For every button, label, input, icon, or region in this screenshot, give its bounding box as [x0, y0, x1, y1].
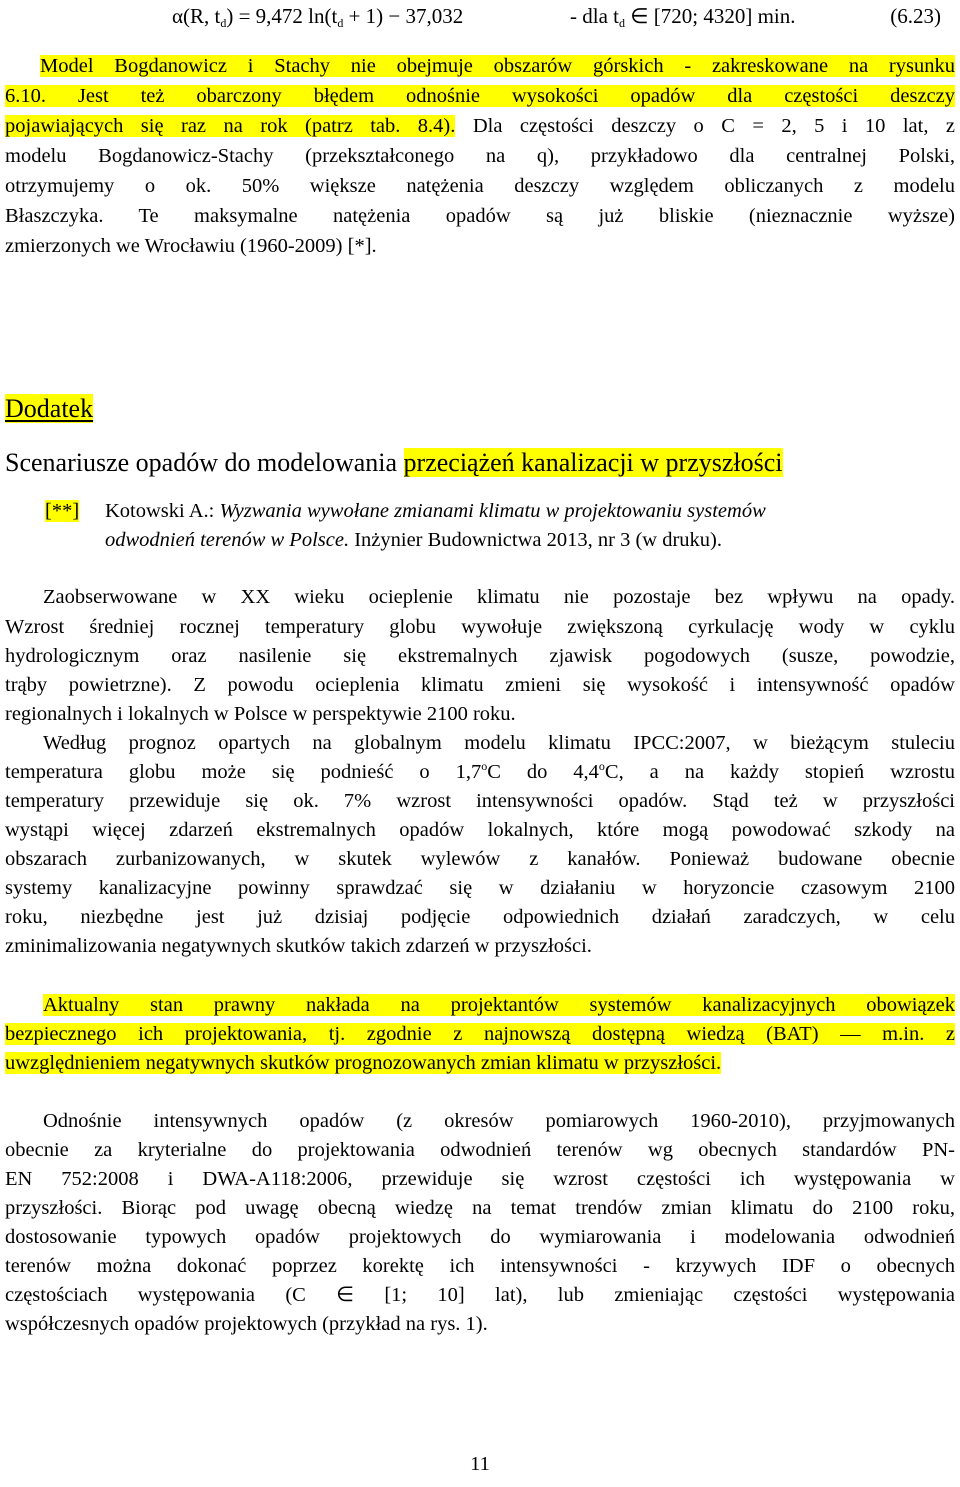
- para4-line-3: uwzględnieniem negatywnych skutków prognozowanych zmian klimatu w przyszłości.: [5, 1052, 722, 1074]
- para5-line-3: EN 752:2008 i DWA-A118:2006, przewiduje się wzrost częstości ich występowania w: [5, 1168, 955, 1190]
- page-number: 11: [470, 1453, 490, 1475]
- para3-line-3: temperatury przewiduje się ok. 7% wzrost intensywności opadów. Stąd też w przyszłości: [5, 790, 955, 812]
- reference-line-1: Kotowski A.: Wyzwania wywołane zmianami klimatu w projektowaniu systemów: [105, 500, 766, 522]
- para1-line-1: Model Bogdanowicz i Stachy nie obejmuje obszarów górskich - zakreskowane na rysunku: [40, 55, 955, 77]
- para2-line-4: trąby powietrzne). Z powodu ocieplenia klimatu zmieni się wysokość i intensywność opadów: [5, 674, 955, 696]
- para1-line-4: modelu Bogdanowicz-Stachy (przekształconego na q), przykładowo dla centralnej Polski,: [5, 145, 955, 167]
- para2-line-2: Wzrost średniej rocznej temperatury globu wywołuje zwiększoną cyrkulację wody w cyklu: [5, 616, 955, 638]
- para5-line-8: współczesnych opadów projektowych (przykład na rys. 1).: [5, 1313, 488, 1335]
- para5-line-6: terenów można dokonać poprzez korektę ich intensywności - krzywych IDF o obecnych: [5, 1255, 955, 1277]
- para2-line-3: hydrologicznym oraz nasilenie się ekstremalnych zjawisk pogodowych (susze, powodzie,: [5, 645, 955, 667]
- reference-tag: [**]: [45, 500, 80, 522]
- para3-line-2: temperatura globu może się podnieść o 1,7$^o$C do 4,4$^o$C, a na każdy stopień wzrostu: [5, 759, 955, 783]
- para3-line-6: systemy kanalizacyjne powinny sprawdzać się w działaniu w horyzoncie czasowym 2100: [5, 877, 955, 899]
- para4-line-2: bezpiecznego ich projektowania, tj. zgodnie z najnowszą dostępną wiedzą (BAT) — m.in. z: [5, 1023, 955, 1045]
- para5-line-4: przyszłości. Biorąc pod uwagę obecną wiedzę na temat trendów zmian klimatu do 2100 roku,: [5, 1197, 955, 1219]
- reference-line-2: odwodnień terenów w Polsce. Inżynier Budownictwa 2013, nr 3 (w druku).: [105, 529, 722, 551]
- para5-line-5: dostosowanie typowych opadów projektowych do wymiarowania i modelowania odwodnień: [5, 1226, 955, 1248]
- para5-line-7: częstościach występowania (C ∈ [1; 10] lat), lub zmieniając częstości występowania: [5, 1284, 955, 1306]
- formula-expression: α(R, $t_d) = 9,472$ $\ln(t_d + 1) - 37,032$: [172, 4, 464, 30]
- formula-range: - dla $t_d$ ∈ [720; 4320] min.: [570, 4, 796, 30]
- para3-line-4: wystąpi więcej zdarzeń ekstremalnych opadów lokalnych, które mogą powodować szkody na: [5, 819, 955, 841]
- appendix-heading: Dodatek: [5, 394, 94, 423]
- para4-line-1: Aktualny stan prawny nakłada na projektantów systemów kanalizacyjnych obowiązek: [43, 994, 955, 1016]
- para5-line-2: obecnie za kryterialne do projektowania odwodnień terenów wg obecnych standardów PN-: [5, 1139, 955, 1161]
- section-title: Scenariusze opadów do modelowania przeciążeń kanalizacji w przyszłości: [5, 448, 783, 477]
- para1-line-3: pojawiających się raz na rok (patrz tab. 8.4). Dla częstości deszczy o C = 2, 5 i 10 lat, z: [5, 115, 955, 137]
- para3-line-7: roku, niezbędne jest już dzisiaj podjęcie odpowiednich działań zaradczych, w celu: [5, 906, 955, 928]
- para2-line-1: Zaobserwowane w XX wieku ocieplenie klimatu nie pozostaje bez wpływu na opady.: [43, 586, 955, 608]
- para1-line-7: zmierzonych we Wrocławiu (1960-2009) [*].: [5, 235, 377, 257]
- para1-line-5: otrzymujemy o ok. 50% większe natężenia deszczy względem obliczanych z modelu: [5, 175, 955, 197]
- para5-line-1: Odnośnie intensywnych opadów (z okresów pomiarowych 1960-2010), przyjmowanych: [43, 1110, 955, 1132]
- para2-line-5: regionalnych i lokalnych w Polsce w perspektywie 2100 roku.: [5, 703, 516, 725]
- para3-line-5: obszarach zurbanizowanych, w skutek wylewów z kanałów. Ponieważ budowane obecnie: [5, 848, 955, 870]
- para3-line-8: zminimalizowania negatywnych skutków takich zdarzeń w przyszłości.: [5, 935, 592, 957]
- para1-line-6: Błaszczyka. Te maksymalne natężenia opadów są już bliskie (nieznacznie wyższe): [5, 205, 955, 227]
- formula-number: (6.23): [890, 4, 941, 28]
- formula-6-23: [172, 0, 960, 32]
- para3-line-1: Według prognoz opartych na globalnym modelu klimatu IPCC:2007, w bieżącym stuleciu: [43, 732, 955, 754]
- para1-line-2: 6.10. Jest też obarczony błędem odnośnie wysokości opadów dla częstości deszczy: [5, 85, 955, 107]
